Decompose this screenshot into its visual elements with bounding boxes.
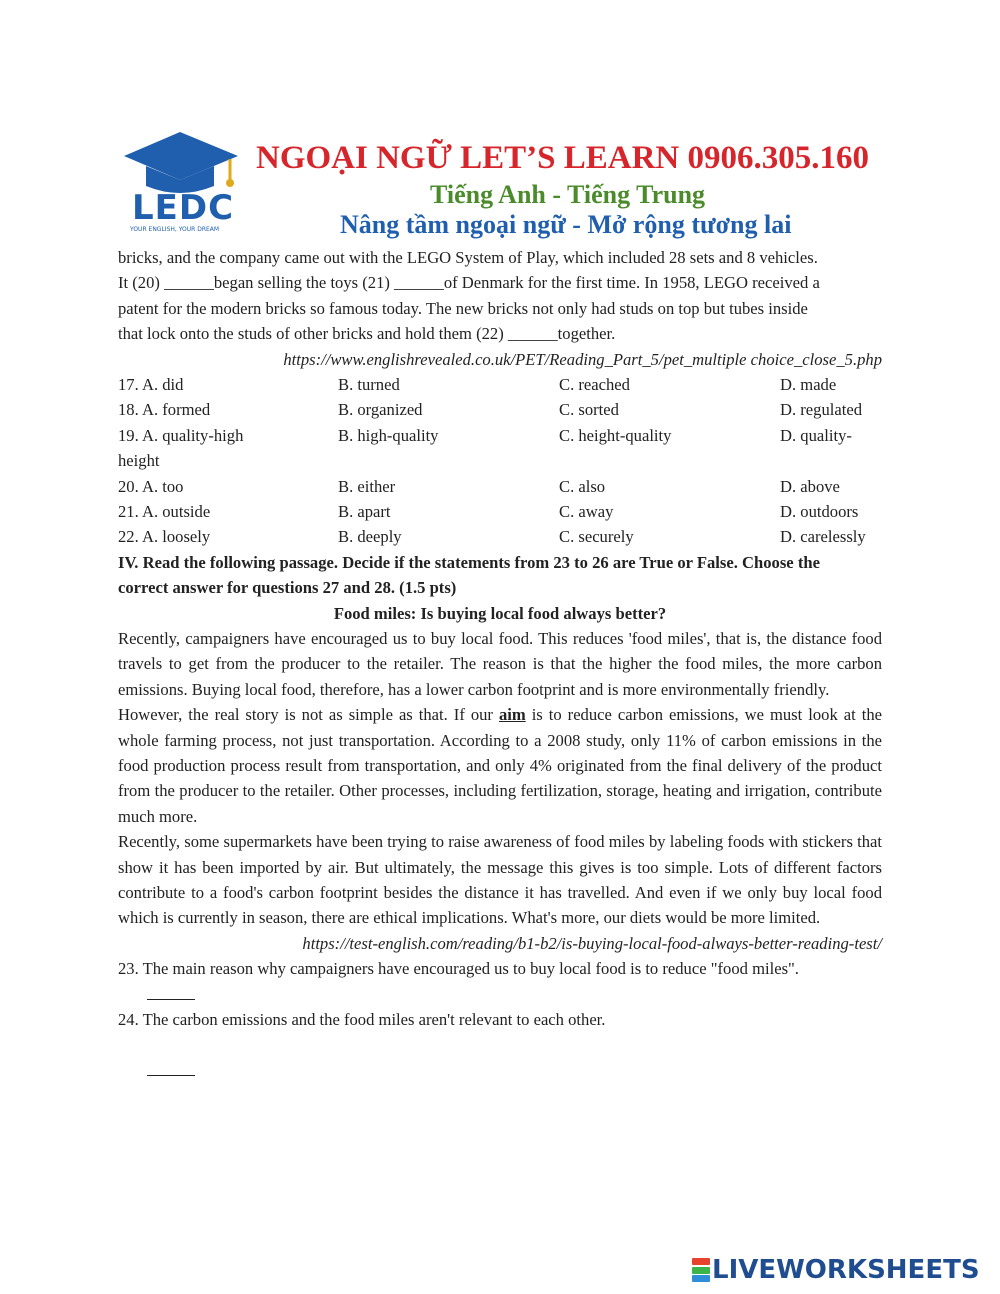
option-c: C. away <box>559 501 614 521</box>
graduation-cap-icon <box>118 128 246 194</box>
option-a: 19. A. quality-high <box>118 425 244 445</box>
logo-text: LEDC <box>132 188 235 228</box>
option-a: 20. A. too <box>118 476 184 496</box>
option-b: B. apart <box>338 501 391 521</box>
badge-bar <box>692 1275 710 1282</box>
option-c: C. height-quality <box>559 425 672 445</box>
logo-tagline: YOUR ENGLISH, YOUR DREAM <box>130 226 220 233</box>
option-d: D. carelessly <box>780 527 866 547</box>
badge-bar <box>692 1267 710 1274</box>
liveworksheets-wordmark: LIVEWORKSHEETS <box>712 1255 980 1285</box>
answer-blank-23[interactable] <box>147 985 195 1000</box>
passage-source-link: https://test-english.com/reading/b1-b2/is-buying-local-food-always-better-reading-test/ <box>302 933 882 953</box>
liveworksheets-badge-icon <box>692 1258 710 1282</box>
passage-line: bricks, and the company came out with the LEGO System of Play, which included 28 sets and 8 vehicles. <box>118 248 818 267</box>
option-row <box>118 397 882 422</box>
ledc-logo <box>118 128 246 238</box>
liveworksheets-brand <box>692 1255 980 1285</box>
option-b: B. deeply <box>338 527 402 547</box>
paragraph-text: However, the real story is not as simple as that. If our <box>118 705 499 725</box>
section-instruction: correct answer for questions 27 and 28. (1.5 pts) <box>118 578 457 598</box>
passage-line: that lock onto the studs of other bricks and hold them (22) ______together. <box>118 324 616 344</box>
passage-line: It (20) ______began selling the toys (21) ______of Denmark for the first time. In 1958, LEGO received a <box>118 273 820 293</box>
question-24: 24. The carbon emissions and the food miles aren't relevant to each other. <box>118 1010 606 1030</box>
option-a: 18. A. formed <box>118 400 211 420</box>
option-a: 17. A. did <box>118 375 184 395</box>
option-row <box>118 524 882 549</box>
section-instruction: IV. Read the following passage. Decide if the statements from 23 to 26 are True or False. Choose the <box>118 552 820 572</box>
option-a: 21. A. outside <box>118 501 211 521</box>
option-b: B. either <box>338 476 396 496</box>
passage-title: Food miles: Is buying local food always better? <box>333 603 667 623</box>
option-b: B. high-quality <box>338 425 439 445</box>
option-row <box>118 372 882 397</box>
option-wrap-text: height <box>118 451 160 471</box>
answer-line <box>118 982 882 1007</box>
option-b: B. turned <box>338 375 400 395</box>
option-d: D. made <box>780 375 837 395</box>
option-d: D. above <box>780 476 840 496</box>
answer-blank-24[interactable] <box>147 1061 195 1076</box>
option-b: B. organized <box>338 400 423 420</box>
passage-paragraph <box>118 702 882 829</box>
question-23: 23. The main reason why campaigners have encouraged us to buy local food is to reduce "food miles". <box>118 959 799 979</box>
keyword-aim: aim <box>498 705 526 725</box>
header-subtitle: Tiếng Anh - Tiếng Trung <box>430 180 706 209</box>
option-c: C. securely <box>559 527 634 547</box>
badge-bar <box>692 1258 710 1265</box>
option-row <box>118 499 882 524</box>
option-row <box>118 474 882 499</box>
option-a: 22. A. loosely <box>118 527 211 547</box>
option-c: C. reached <box>559 375 630 395</box>
passage-line: patent for the modern bricks so famous today. The new bricks not only had studs on top but tubes inside <box>118 298 808 318</box>
passage-paragraph: Recently, some supermarkets have been trying to raise awareness of food miles by labeling foods with stickers that show it has been imported by air. But ultimately, the message this gives is too simple. Lots of different factors contribute to a food's carbon footprint besides the distance it has travelled. And even if we only buy local food which is currently in season, there are ethical implications. What's more, our diets would be more limited. <box>118 832 882 928</box>
option-row <box>118 423 882 448</box>
header-title: NGOẠI NGỮ LET’S LEARN 0906.305.160 <box>256 140 869 176</box>
page-header <box>118 128 888 240</box>
option-c: C. sorted <box>559 400 619 420</box>
option-d: D. outdoors <box>780 501 859 521</box>
passage-paragraph: Recently, campaigners have encouraged us to buy local food. This reduces 'food miles', that is, the distance food travels to get from the producer to the retailer. The reason is that the higher the food miles, the more carbon emissions. Buying local food, therefore, has a lower carbon footprint and is more environmentally friendly. <box>118 628 882 699</box>
answer-line <box>118 1058 882 1083</box>
passage-source-link: https://www.englishrevealed.co.uk/PET/Reading_Part_5/pet_multiple choice_close_5.php <box>283 349 882 369</box>
option-d: D. quality- <box>780 425 852 445</box>
option-d: D. regulated <box>780 400 863 420</box>
header-slogan: Nâng tầm ngoại ngữ - Mở rộng tương lai <box>340 210 792 239</box>
option-c: C. also <box>559 476 606 496</box>
worksheet-content <box>118 245 882 1083</box>
paragraph-text: is to reduce carbon emissions, we must look at the whole farming process, not just transportation. According to a 2008 study, only 11% of carbon emissions in the food production process result from transportation, and only 4% originated from the final delivery of the product from the producer to the retailer. Other processes, including fertilization, storage, heating and irrigation, contribute much more. <box>118 705 882 826</box>
